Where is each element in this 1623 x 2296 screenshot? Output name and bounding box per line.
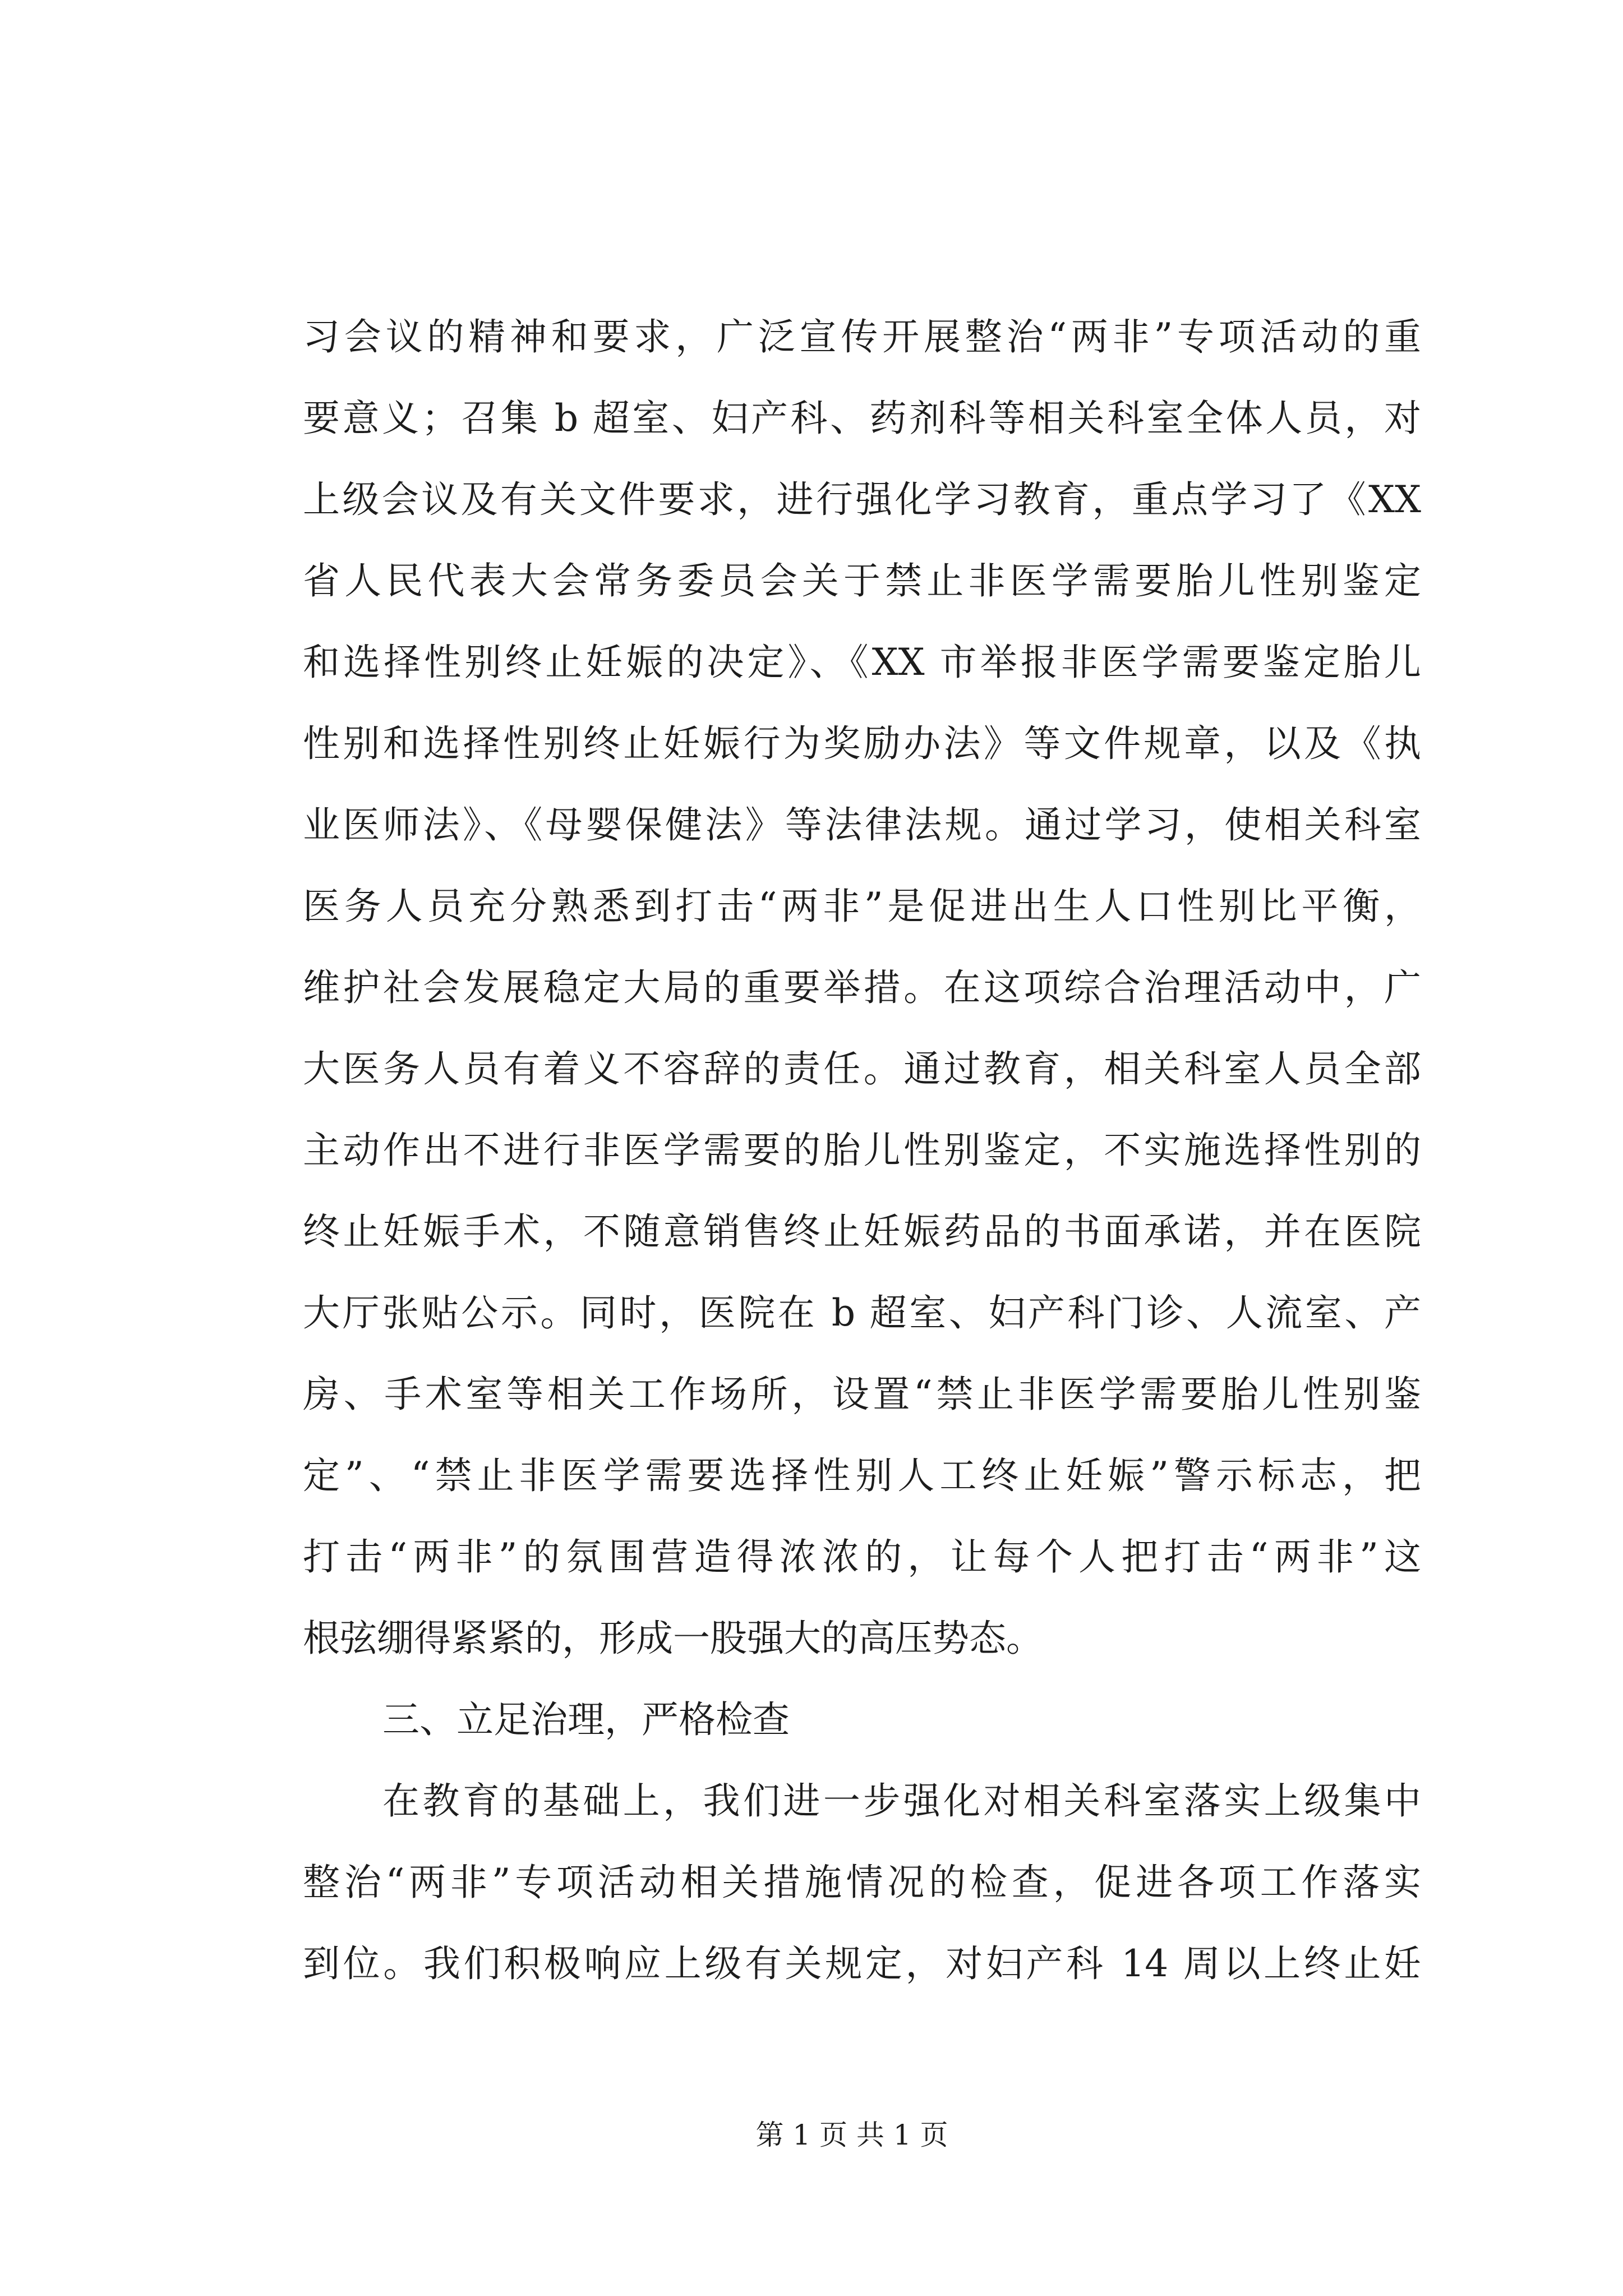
body-line: 性别和选择性别终止妊娠行为奖励办法》等文件规章，以及《执 xyxy=(303,722,1421,765)
page-number-footer: 第 1 页 共 1 页 xyxy=(755,2119,948,2151)
body-line: 维护社会发展稳定大局的重要举措。在这项综合治理活动中，广 xyxy=(303,966,1421,1009)
document-body xyxy=(303,296,1421,2004)
body-line: 打击“两非”的氛围营造得浓浓的，让每个人把打击“两非”这 xyxy=(303,1535,1421,1579)
body-line: 上级会议及有关文件要求，进行强化学习教育，重点学习了《XX xyxy=(303,478,1421,521)
body-line: 在教育的基础上，我们进一步强化对相关科室落实上级集中 xyxy=(382,1779,1421,1823)
body-line: 业医师法》、《母婴保健法》等法律法规。通过学习，使相关科室 xyxy=(303,803,1421,846)
body-line: 根弦绷得紧紧的，形成一股强大的高压势态。 xyxy=(303,1617,1043,1660)
body-line: 整治“两非”专项活动相关措施情况的检查，促进各项工作落实 xyxy=(303,1861,1421,1904)
section-heading: 三、立足治理，严格检查 xyxy=(382,1698,790,1741)
body-line: 省人民代表大会常务委员会关于禁止非医学需要胎儿性别鉴定 xyxy=(303,559,1421,602)
body-line: 大医务人员有着义不容辞的责任。通过教育，相关科室人员全部 xyxy=(303,1047,1421,1091)
body-line: 大厅张贴公示。同时，医院在 b 超室、妇产科门诊、人流室、产 xyxy=(303,1291,1421,1335)
body-line: 终止妊娠手术，不随意销售终止妊娠药品的书面承诺，并在医院 xyxy=(303,1210,1421,1253)
body-line: 医务人员充分熟悉到打击“两非”是促进出生人口性别比平衡， xyxy=(303,885,1421,928)
body-line: 和选择性别终止妊娠的决定》、《XX 市举报非医学需要鉴定胎儿 xyxy=(303,641,1421,684)
body-line: 到位。我们积极响应上级有关规定，对妇产科 14 周以上终止妊 xyxy=(303,1942,1421,1985)
body-line: 要意义；召集 b 超室、妇产科、药剂科等相关科室全体人员，对 xyxy=(303,397,1421,440)
body-line: 主动作出不进行非医学需要的胎儿性别鉴定，不实施选择性别的 xyxy=(303,1129,1421,1172)
body-line: 习会议的精神和要求，广泛宣传开展整治“两非”专项活动的重 xyxy=(303,315,1421,358)
body-line: 房、手术室等相关工作场所，设置“禁止非医学需要胎儿性别鉴 xyxy=(303,1373,1421,1416)
body-line: 定”、“禁止非医学需要选择性别人工终止妊娠”警示标志，把 xyxy=(303,1454,1421,1497)
